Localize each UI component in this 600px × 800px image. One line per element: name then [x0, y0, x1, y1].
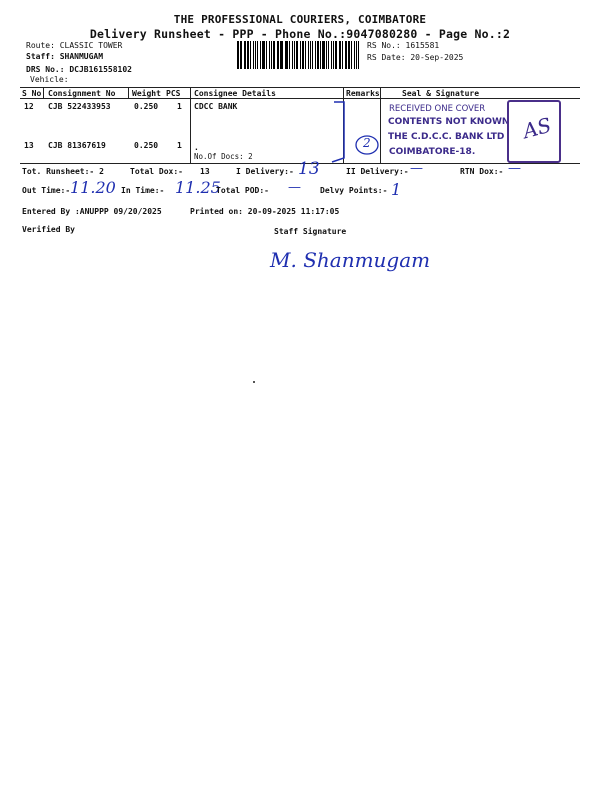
- barcode-bar: [266, 41, 268, 69]
- barcode-bar: [250, 41, 251, 69]
- i-delivery-value: 13: [298, 159, 320, 179]
- barcode-bar: [305, 41, 306, 69]
- delivery-points-value: 1: [391, 180, 402, 199]
- barcode-bar: [328, 41, 329, 69]
- out-time-label: Out Time:-: [22, 186, 71, 195]
- barcode-bar: [269, 41, 270, 69]
- barcode-bar: [310, 41, 312, 69]
- ii-delivery-label: II Delivery:-: [346, 167, 409, 176]
- i-delivery-label: I Delivery:-: [236, 167, 294, 176]
- row-sno: 13: [24, 141, 34, 150]
- barcode-bar: [322, 41, 324, 69]
- in-time-value: 11.25: [175, 178, 221, 197]
- entered-by: Entered By :ANUPPP 09/20/2025: [22, 207, 162, 216]
- stamp-line: COIMBATORE-18.: [389, 147, 476, 157]
- barcode-bar: [280, 41, 282, 69]
- rtn-dox-label: RTN Dox:-: [460, 167, 504, 176]
- scan-speck: [253, 381, 255, 383]
- stamp-line: THE C.D.C.C. BANK LTD: [388, 132, 505, 142]
- barcode-bar: [351, 41, 352, 69]
- total-runsheet: Tot. Runsheet:- 2: [22, 167, 104, 176]
- table-header-border: [20, 98, 580, 99]
- stamp-line: RECEIVED ONE COVER: [389, 104, 486, 114]
- barcode-bar: [354, 41, 355, 69]
- total-pod-label: Total POD:-: [216, 186, 269, 195]
- col-divider: [190, 88, 191, 163]
- docs-count: No.Of Docs: 2: [194, 152, 253, 161]
- barcode-bar: [345, 41, 347, 69]
- barcode-bar: [340, 41, 341, 69]
- route-label: Route: CLASSIC TOWER: [26, 41, 123, 50]
- bank-stamp: [384, 100, 512, 165]
- stamp-line: CONTENTS NOT KNOWN: [388, 117, 510, 127]
- row-weight: 0.250: [134, 141, 159, 150]
- rtn-dox-value: —: [508, 161, 521, 176]
- barcode-bar: [262, 41, 264, 69]
- barcode-bar: [356, 41, 358, 69]
- vehicle-label: Vehicle:: [30, 75, 69, 84]
- barcode-bar: [277, 41, 278, 69]
- delivery-points-label: Delvy Points:-: [320, 186, 388, 195]
- staff-signature: M. Shanmugam: [270, 248, 431, 272]
- barcode-bar: [273, 41, 275, 69]
- barcode-bar: [339, 41, 340, 69]
- row-consignee: .: [194, 143, 199, 152]
- barcode-bar: [300, 41, 301, 69]
- col-divider: [128, 88, 129, 98]
- out-time-value: 11.20: [70, 178, 116, 197]
- barcode-bar: [331, 41, 333, 69]
- remark-handwritten: 2: [363, 136, 371, 150]
- barcode-bar: [302, 41, 304, 69]
- row-consignment: CJB 522433953: [48, 102, 111, 111]
- barcode-bar: [247, 41, 249, 69]
- verified-by-label: Verified By: [22, 225, 75, 234]
- barcode-bar: [296, 41, 298, 69]
- barcode-bar: [333, 41, 334, 69]
- row-pcs: 1: [177, 102, 182, 111]
- barcode-bar: [240, 41, 241, 69]
- remarks-bracket-mark: [326, 96, 376, 168]
- barcode-bar: [255, 41, 256, 69]
- row-weight: 0.250: [134, 102, 159, 111]
- total-dox-value: 13: [200, 167, 210, 176]
- header-sno: S No: [22, 89, 42, 98]
- barcode-bar: [286, 41, 288, 69]
- barcode-bar: [253, 41, 254, 69]
- barcode-bar: [326, 41, 327, 69]
- ii-delivery-value: —: [410, 161, 423, 176]
- row-consignment: CJB 81367619: [48, 141, 106, 150]
- barcode-bar: [278, 41, 279, 69]
- barcode-bar: [257, 41, 259, 69]
- printed-on: Printed on: 20-09-2025 11:17:05: [190, 207, 340, 216]
- col-divider: [43, 88, 44, 98]
- initials-stamp-box: [507, 100, 561, 163]
- rs-number: RS No.: 1615581: [367, 41, 440, 50]
- barcode-bar: [315, 41, 316, 69]
- header-seal: Seal & Signature: [402, 89, 480, 98]
- total-dox-label: Total Dox:-: [130, 167, 183, 176]
- in-time-label: In Time:-: [121, 186, 165, 195]
- staff-label: Staff: SHANMUGAM: [26, 52, 104, 61]
- barcode-bar: [317, 41, 319, 69]
- barcode-bar: [308, 41, 309, 69]
- barcode-bar: [244, 41, 246, 69]
- barcode-bar: [320, 41, 321, 69]
- row-pcs: 1: [177, 141, 182, 150]
- table-top-border: [20, 87, 580, 88]
- row-consignee: CDCC BANK: [194, 102, 238, 111]
- staff-signature-label: Staff Signature: [274, 227, 347, 236]
- runsheet-subtitle: Delivery Runsheet - PPP - Phone No.:9047080280 - Page No.:2: [89, 27, 511, 41]
- barcode-bar: [289, 41, 290, 69]
- barcode-bar: [241, 41, 242, 69]
- drs-barcode: [237, 41, 361, 69]
- row-sno: 12: [24, 102, 34, 111]
- header-consignment: Consignment No: [48, 89, 116, 98]
- barcode-bar: [237, 41, 239, 69]
- barcode-bar: [292, 41, 293, 69]
- initials-signature: AS: [520, 112, 554, 144]
- header-consignee: Consignee Details: [194, 89, 276, 98]
- barcode-bar: [260, 41, 261, 69]
- barcode-bar: [342, 41, 343, 69]
- header-remarks: Remarks: [346, 89, 380, 98]
- barcode-bar: [294, 41, 296, 69]
- barcode-bar: [348, 41, 350, 69]
- barcode-bar: [358, 41, 359, 69]
- total-pod-value: —: [288, 180, 301, 195]
- barcode-bar: [312, 41, 313, 69]
- drs-label: DRS No.: DCJB161558102: [26, 65, 132, 74]
- barcode-bar: [285, 41, 286, 69]
- company-title: THE PROFESSIONAL COURIERS, COIMBATORE: [173, 13, 427, 26]
- header-pcs: PCS: [166, 89, 181, 98]
- col-divider: [380, 88, 381, 163]
- barcode-bar: [335, 41, 337, 69]
- barcode-bar: [271, 41, 272, 69]
- header-weight: Weight: [132, 89, 161, 98]
- rs-date: RS Date: 20-Sep-2025: [367, 53, 464, 62]
